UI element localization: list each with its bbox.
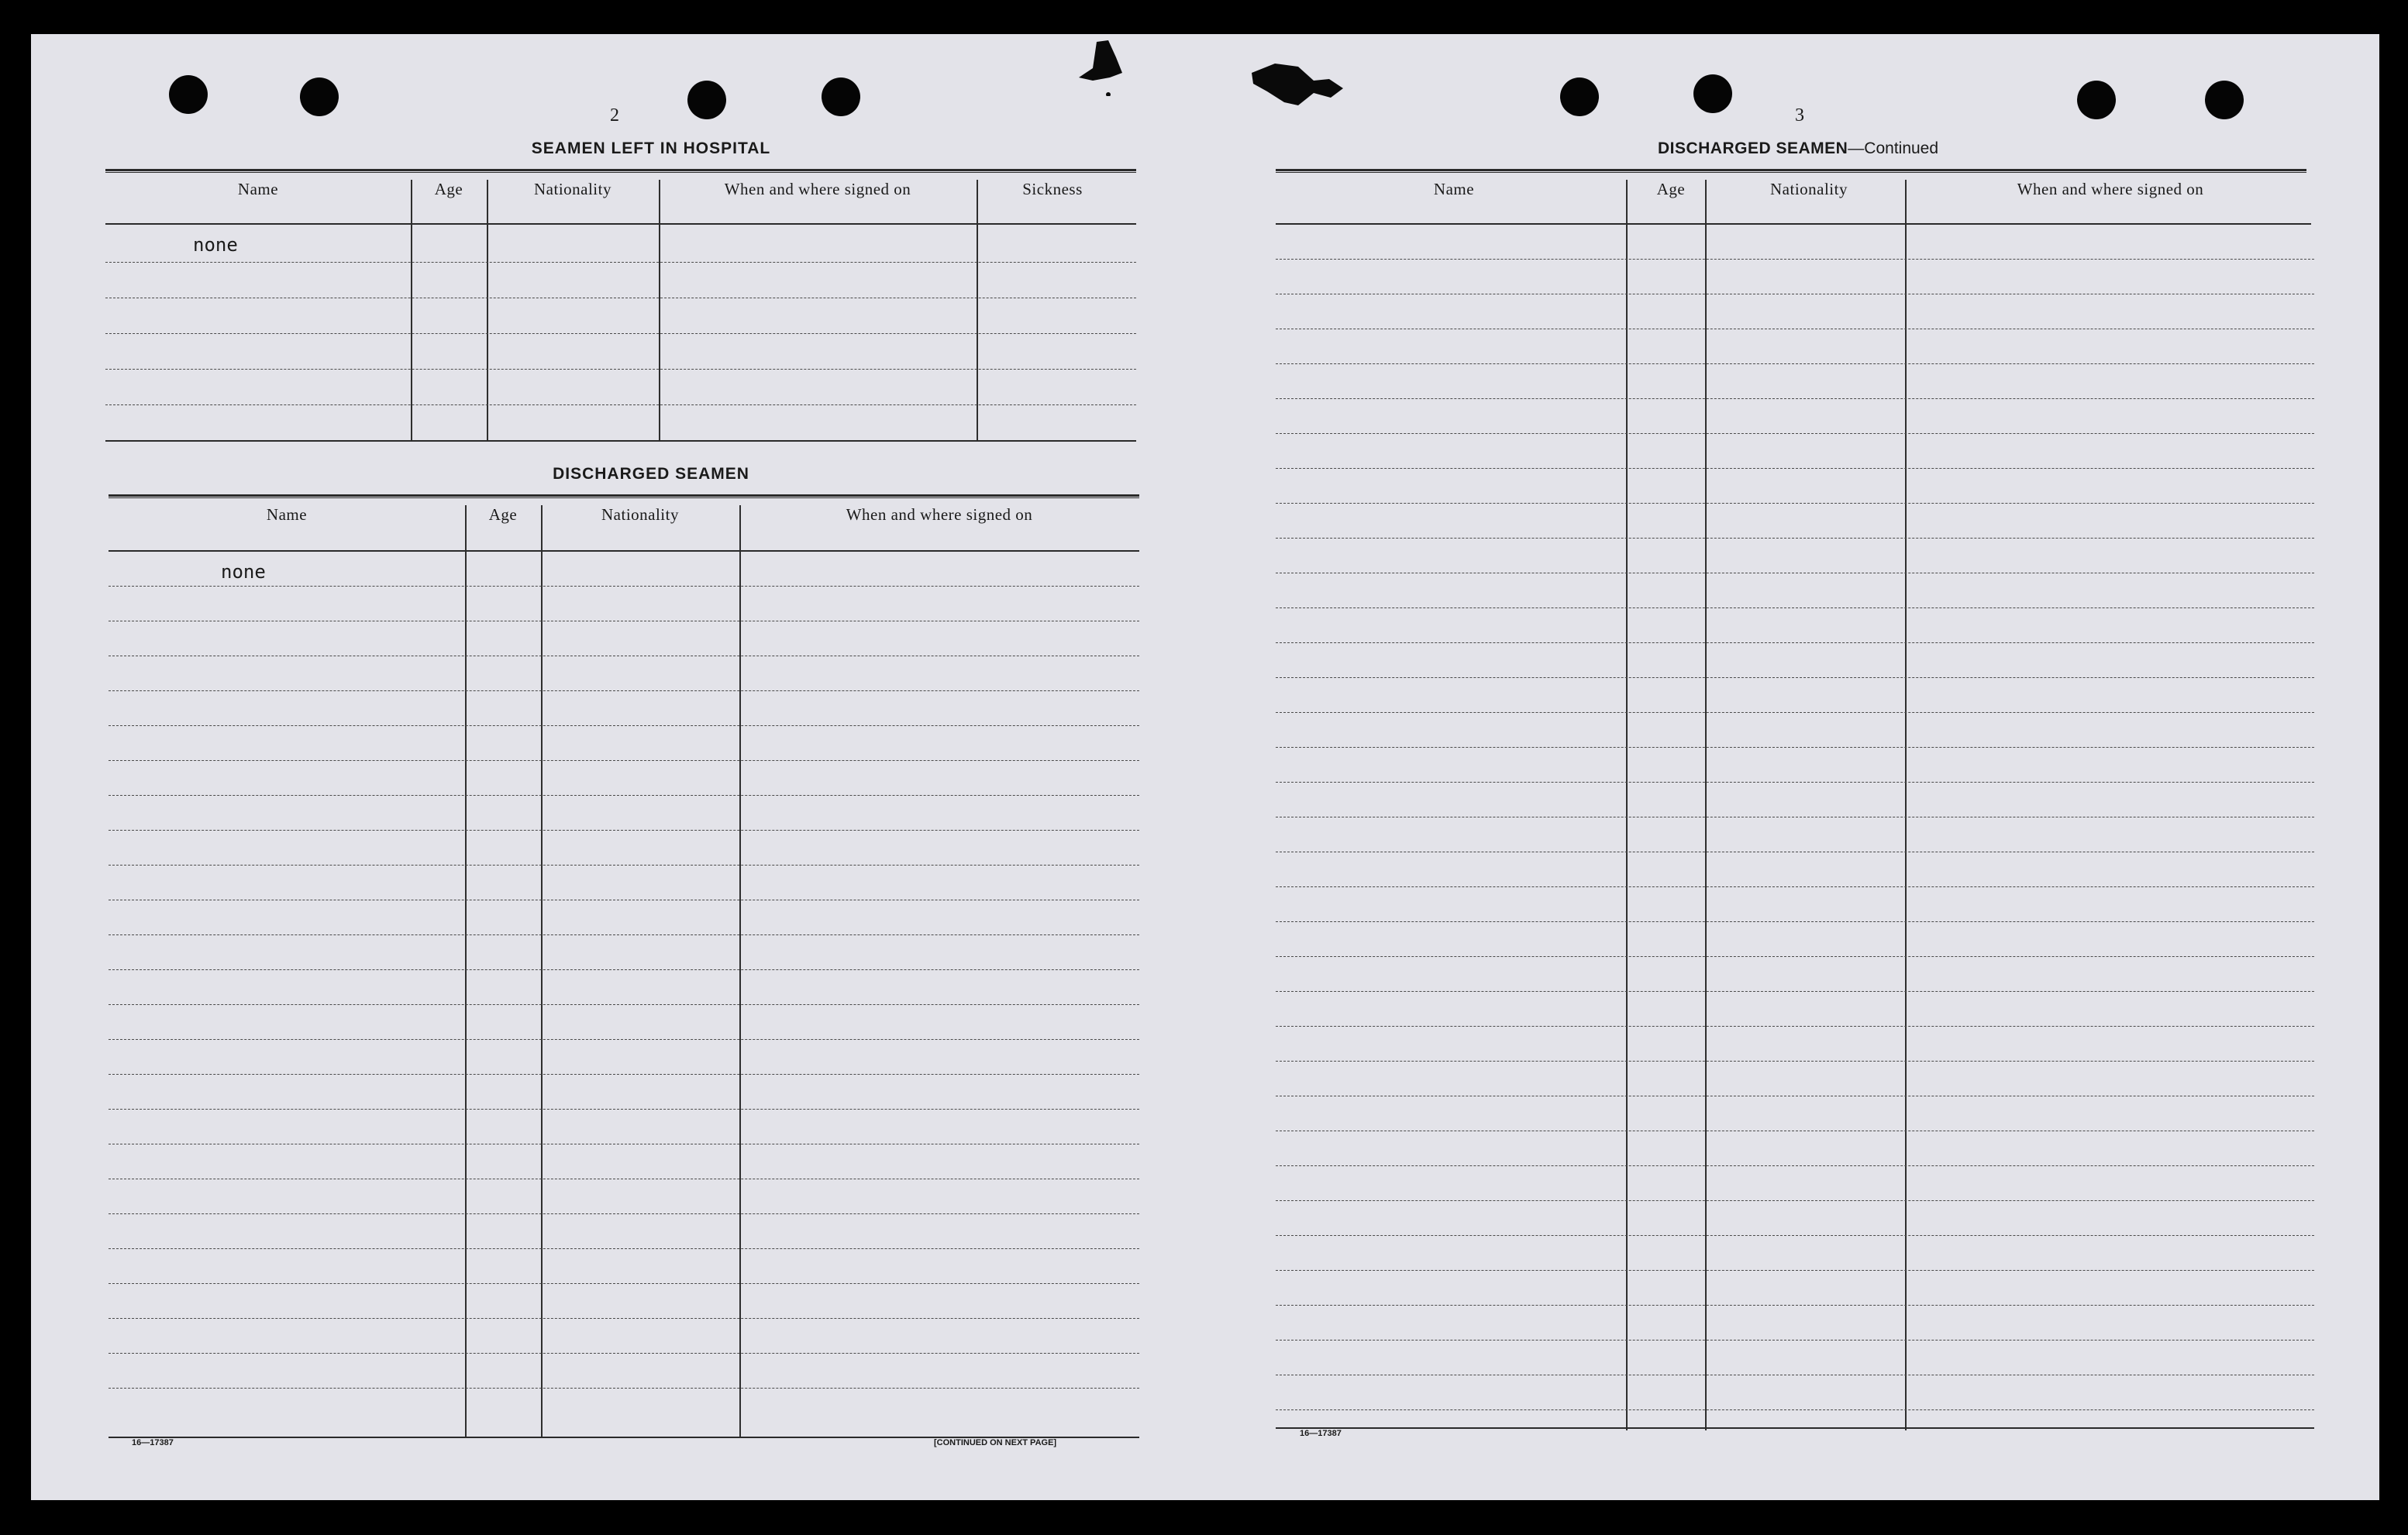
column-header-sickness: Sickness	[1022, 180, 1083, 198]
row-line	[109, 969, 1139, 970]
punch-hole	[300, 77, 339, 116]
discharged-continued-header-row	[1276, 177, 2314, 223]
section-title-discharged: DISCHARGED SEAMEN	[553, 465, 749, 483]
row-line	[1276, 1061, 2314, 1062]
column-header-name: Name	[266, 505, 308, 524]
title-suffix: —Continued	[1848, 139, 1939, 157]
row-line	[1276, 259, 2314, 260]
ink-smudge-left	[1062, 34, 1139, 96]
row-line	[109, 1213, 1139, 1214]
row-line	[109, 830, 1139, 831]
column-header-nationality: Nationality	[1770, 180, 1848, 198]
column-header-signed-on: When and where signed on	[846, 505, 1033, 524]
row-line	[1276, 642, 2314, 643]
row-line	[109, 1248, 1139, 1249]
column-divider	[739, 505, 741, 1437]
column-header-name: Name	[1433, 180, 1475, 198]
table-bottom-rule	[105, 440, 1136, 442]
discharged-header-row	[109, 502, 1139, 549]
punch-hole	[1560, 77, 1599, 116]
column-divider	[411, 180, 412, 442]
row-line	[1276, 1165, 2314, 1166]
table-bottom-rule	[1276, 1427, 2314, 1429]
row-line	[1276, 1200, 2314, 1201]
document-sheet	[31, 34, 2379, 1500]
row-line	[109, 1109, 1139, 1110]
row-line	[109, 1004, 1139, 1005]
punch-hole	[822, 77, 860, 116]
continued-note: [CONTINUED ON NEXT PAGE]	[934, 1438, 1057, 1447]
hospital-header-row	[105, 177, 1136, 223]
column-header-age: Age	[434, 180, 463, 198]
column-divider	[1905, 180, 1907, 1430]
row-line	[109, 1039, 1139, 1040]
column-header-nationality: Nationality	[534, 180, 611, 198]
row-line	[1276, 712, 2314, 713]
row-line	[109, 1353, 1139, 1354]
header-rule	[109, 550, 1139, 552]
row-line	[1276, 1409, 2314, 1410]
row-line	[1276, 1270, 2314, 1271]
column-divider	[1705, 180, 1707, 1430]
row-line	[105, 333, 1136, 334]
column-divider	[659, 180, 660, 442]
row-line	[1276, 1026, 2314, 1027]
column-divider	[465, 505, 467, 1437]
row-line	[109, 725, 1139, 726]
column-header-signed-on: When and where signed on	[2017, 180, 2204, 198]
row-line	[1276, 886, 2314, 887]
row-line	[1276, 468, 2314, 469]
double-rule	[1276, 169, 2306, 173]
row-line	[109, 1318, 1139, 1319]
row-line	[109, 690, 1139, 691]
section-title-hospital: SEAMEN LEFT IN HOSPITAL	[531, 139, 771, 157]
row-line	[109, 934, 1139, 935]
punch-hole	[2205, 81, 2244, 119]
punch-hole	[169, 75, 208, 114]
row-line	[109, 865, 1139, 866]
row-line	[1276, 433, 2314, 434]
hospital-entry: none	[193, 234, 238, 256]
form-number: 16—17387	[132, 1438, 174, 1447]
column-header-name: Name	[237, 180, 279, 198]
section-title-discharged-continued	[1519, 139, 2077, 158]
row-line	[1276, 921, 2314, 922]
ink-smudge-right	[1244, 57, 1352, 112]
header-rule	[1276, 223, 2311, 225]
title-main: DISCHARGED SEAMEN	[1657, 139, 1848, 157]
row-line	[109, 1388, 1139, 1389]
column-divider	[487, 180, 488, 442]
row-line	[1276, 398, 2314, 399]
column-header-nationality: Nationality	[601, 505, 679, 524]
discharged-entry: none	[221, 561, 266, 583]
row-line	[105, 369, 1136, 370]
punch-hole	[2077, 81, 2116, 119]
double-rule	[109, 494, 1139, 498]
row-line	[109, 1283, 1139, 1284]
row-line	[1276, 363, 2314, 364]
row-line	[1276, 607, 2314, 608]
row-line	[1276, 503, 2314, 504]
row-line	[109, 760, 1139, 761]
row-line	[109, 586, 1139, 587]
column-header-signed-on: When and where signed on	[724, 180, 911, 198]
row-line	[109, 795, 1139, 796]
row-line	[1276, 1305, 2314, 1306]
page-number: 2	[610, 105, 619, 126]
punch-hole	[687, 81, 726, 119]
page-number: 3	[1795, 105, 1804, 126]
row-line	[1276, 1340, 2314, 1341]
row-line	[1276, 538, 2314, 539]
row-line	[1276, 747, 2314, 748]
column-header-age: Age	[1656, 180, 1686, 198]
row-line	[1276, 782, 2314, 783]
double-rule	[105, 169, 1136, 173]
row-line	[1276, 956, 2314, 957]
column-divider	[977, 180, 978, 442]
header-rule	[105, 223, 1136, 225]
column-divider	[1626, 180, 1628, 1430]
punch-hole	[1693, 74, 1732, 113]
row-line	[109, 1074, 1139, 1075]
column-divider	[541, 505, 543, 1437]
row-line	[105, 404, 1136, 405]
row-line	[105, 262, 1136, 263]
column-header-age: Age	[488, 505, 518, 524]
form-number: 16—17387	[1300, 1429, 1342, 1438]
row-line	[1276, 677, 2314, 678]
row-line	[1276, 991, 2314, 992]
row-line	[1276, 1235, 2314, 1236]
